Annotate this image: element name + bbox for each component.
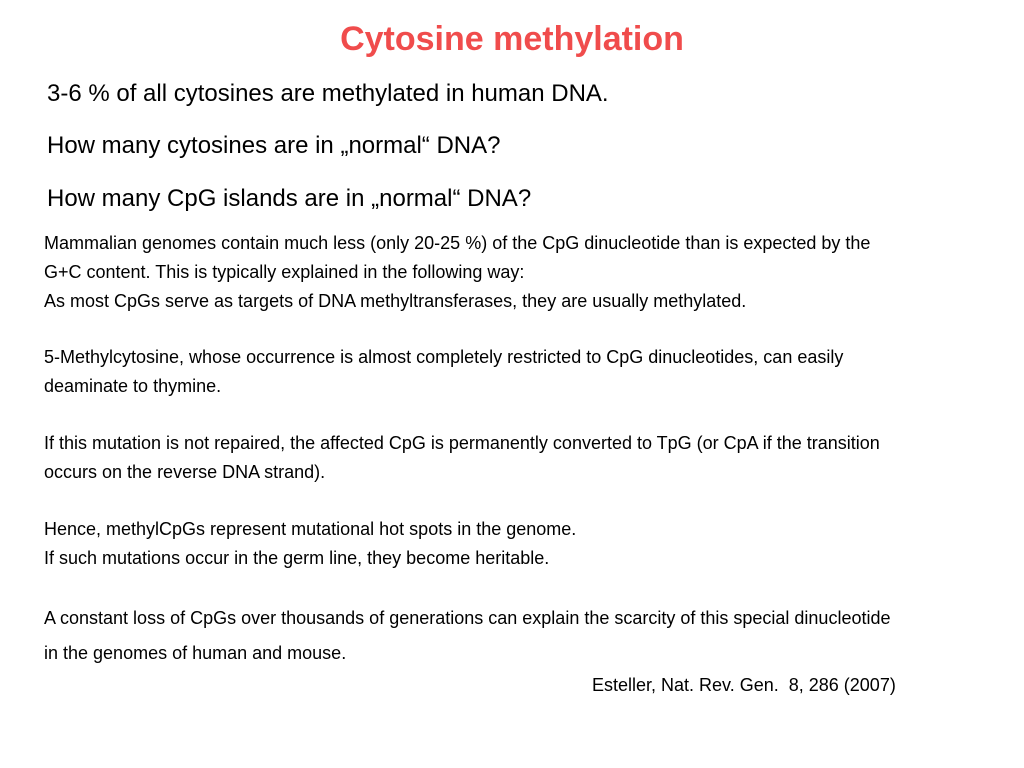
body-line: in the genomes of human and mouse. <box>44 643 347 663</box>
cpg-islands-question: How many CpG islands are in „normal“ DNA? <box>47 185 532 212</box>
body-line: As most CpGs serve as targets of DNA methyltransferases, they are usually methylated. <box>44 291 747 311</box>
body-line: deaminate to thymine. <box>44 376 222 396</box>
slide-title: Cytosine methylation <box>340 20 684 58</box>
body-line: If such mutations occur in the germ line, they become heritable. <box>44 548 550 568</box>
body-line: Mammalian genomes contain much less (only 20-25 %) of the CpG dinucleotide than is expected by the <box>44 233 871 253</box>
body-line: G+C content. This is typically explained in the following way: <box>44 262 525 282</box>
citation: Esteller, Nat. Rev. Gen. 8, 286 (2007) <box>592 675 896 695</box>
body-line: 5-Methylcytosine, whose occurrence is almost completely restricted to CpG dinucleotides, can easily <box>44 347 844 367</box>
hot-spots-paragraph <box>44 515 994 573</box>
mutation-paragraph <box>44 429 994 487</box>
methylation-fraction-statement: 3-6 % of all cytosines are methylated in human DNA. <box>47 80 609 107</box>
cytosine-count-question: How many cytosines are in „normal“ DNA? <box>47 132 501 159</box>
cpg-loss-paragraph <box>44 601 994 671</box>
body-line: Hence, methylCpGs represent mutational hot spots in the genome. <box>44 519 577 539</box>
deamination-paragraph <box>44 343 994 401</box>
body-line: If this mutation is not repaired, the affected CpG is permanently converted to TpG (or CpA if the transition <box>44 433 880 453</box>
cpg-depletion-paragraph <box>44 229 994 316</box>
body-line: occurs on the reverse DNA strand). <box>44 462 326 482</box>
body-line: A constant loss of CpGs over thousands of generations can explain the scarcity of this special dinucleotide <box>44 608 891 628</box>
